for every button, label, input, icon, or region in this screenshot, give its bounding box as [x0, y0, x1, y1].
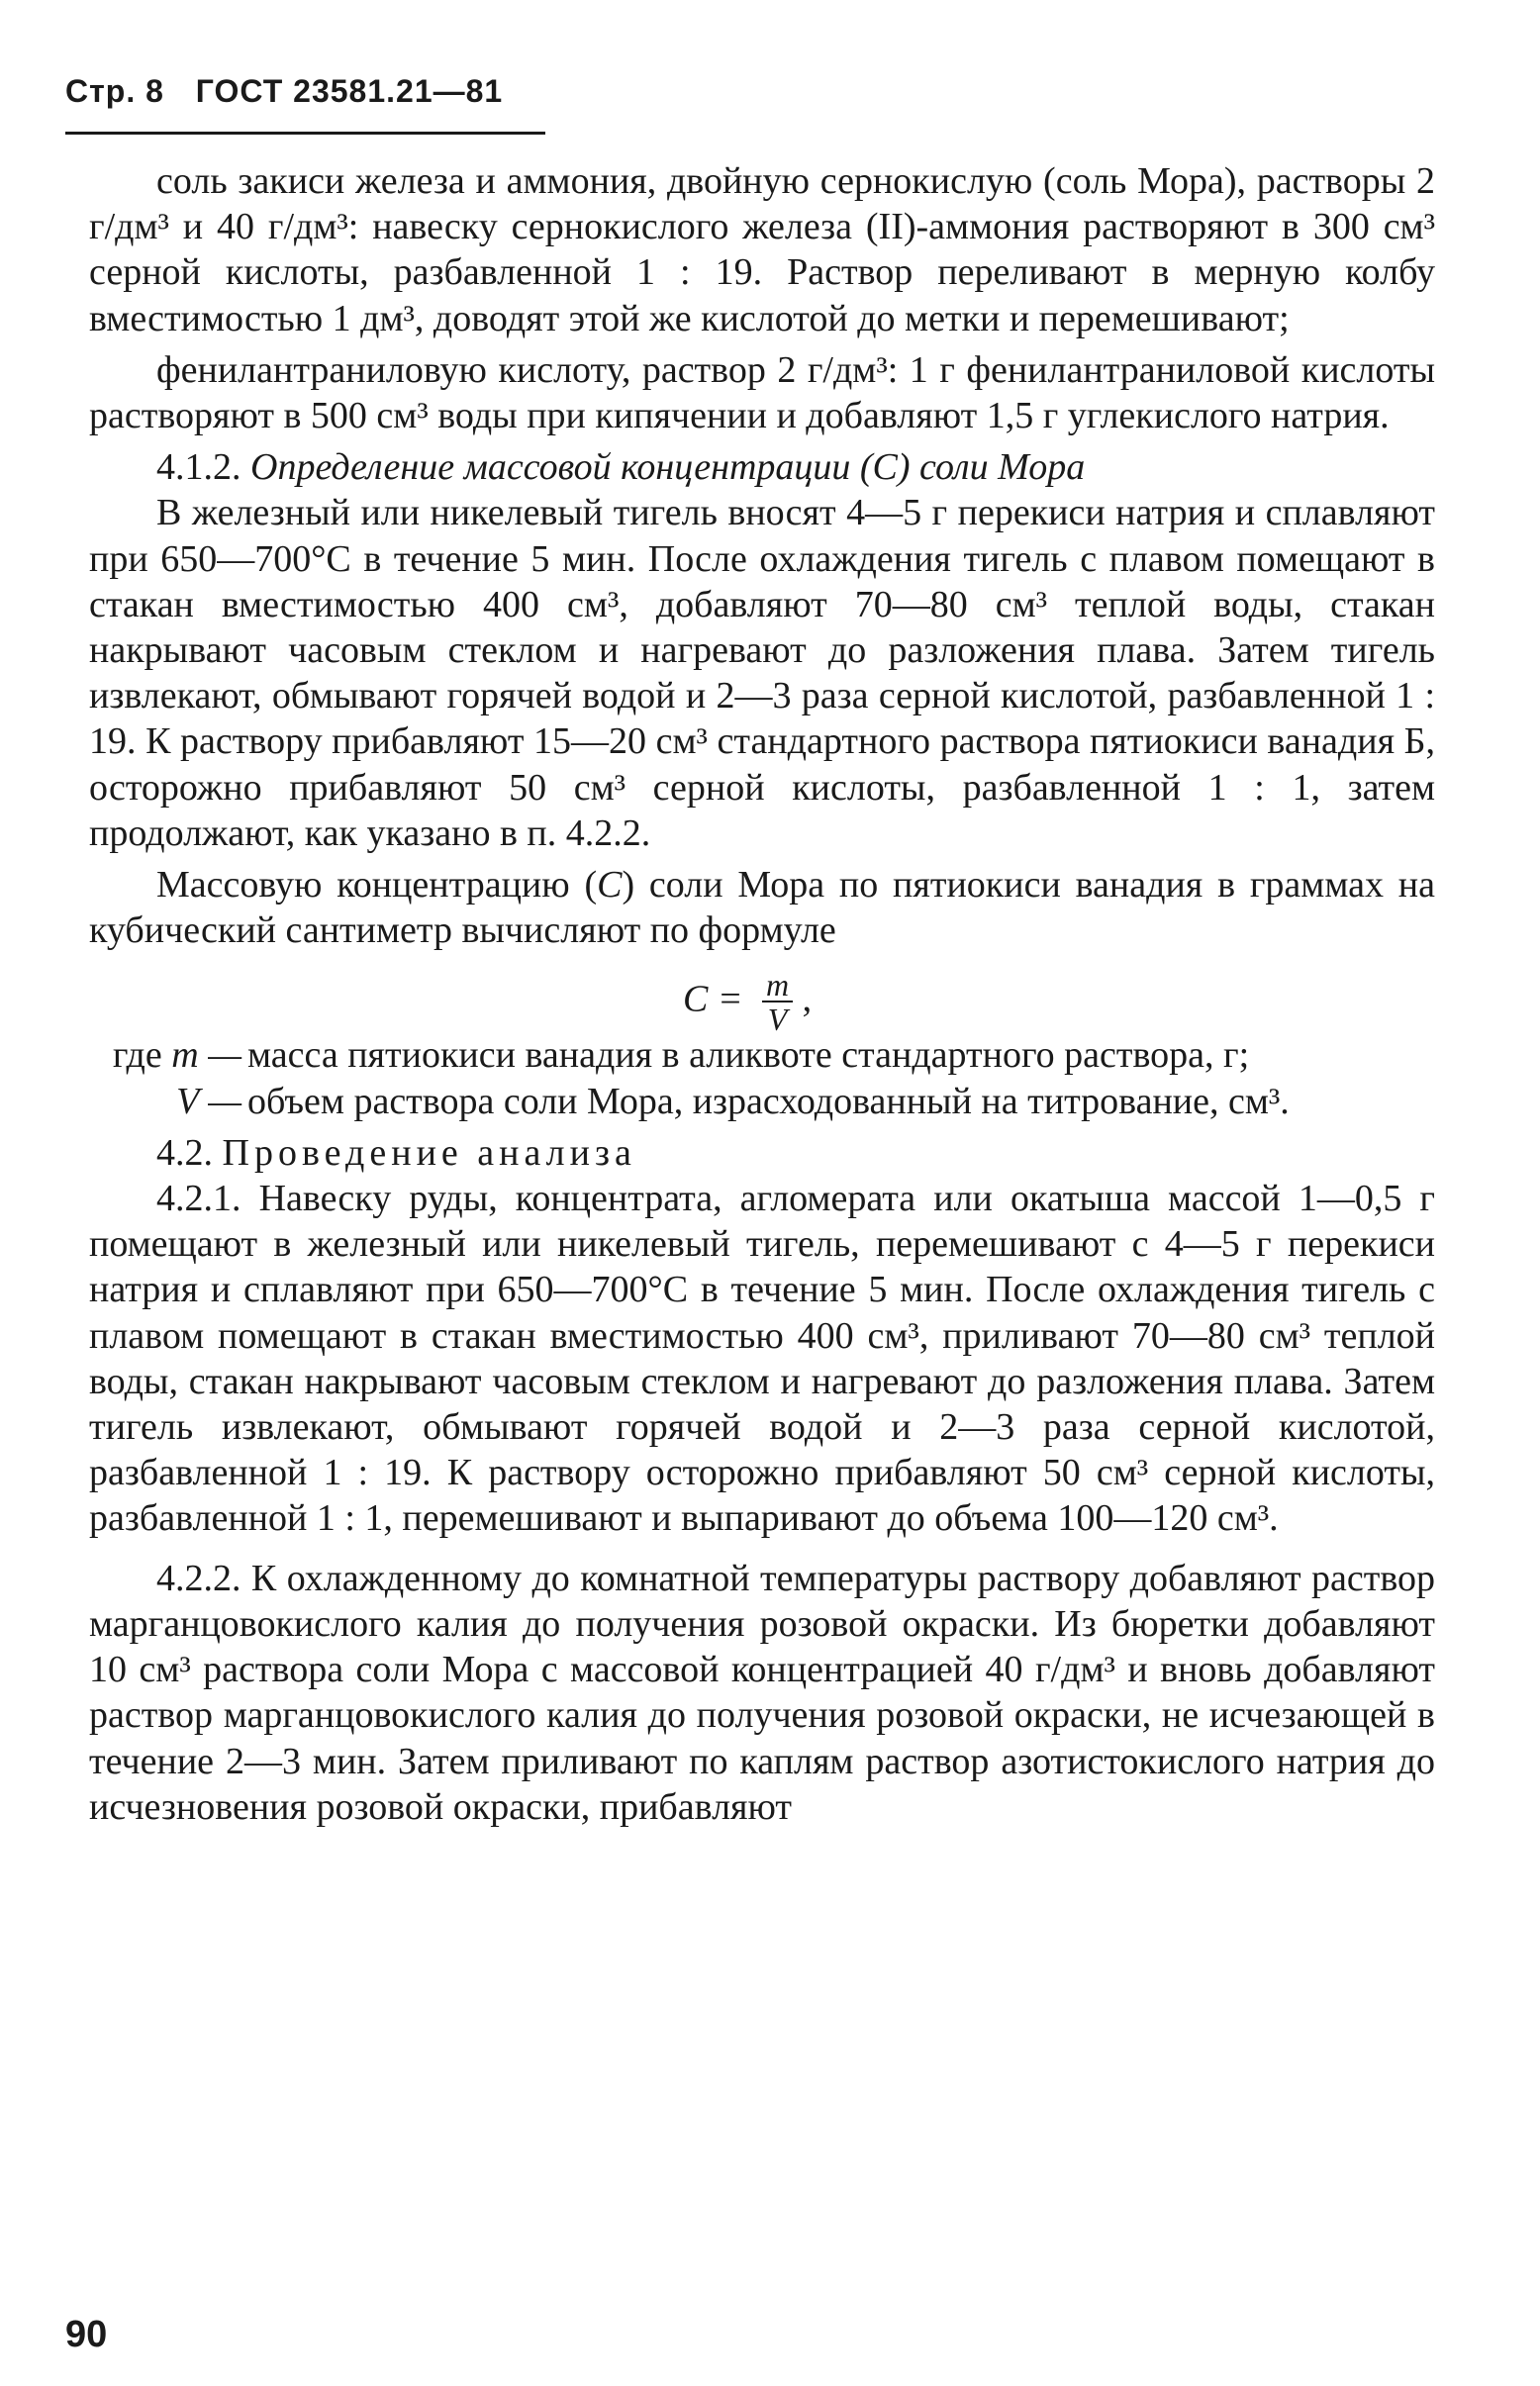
document-body [89, 158, 1435, 1830]
formula-numerator: m [762, 969, 793, 1002]
formula-lhs: С = [683, 979, 743, 1021]
where-v-term: V — [176, 1080, 241, 1122]
section-4-2-heading [89, 1130, 1435, 1176]
where-v-definition: объем раствора соли Мора, израсходованный на титрование, см³. [247, 1080, 1290, 1122]
variable-definitions [89, 1032, 1435, 1123]
paragraph-4-2-1: 4.2.1. Навеску руды, концентрата, агломерата или окатыша массой 1—0,5 г помещают в железный или никелевый тигель, перемешивают с 4—5 г перекиси натрия и сплавляют при 650—700°С в течение 5 мин. После охлаждения тигель с плавом помещают в стакан вместимостью 400 см³, приливают 70—80 см³ теплой воды, стакан накрывают часовым стеклом и нагревают до разложения плава. Затем тигель извлекают, обмывают горячей водой и 2—3 раза серной кислотой, разбавленной 1 : 19. К раствору осторожно прибавляют 50 см³ серной кислоты, разбавленной 1 : 1, перемешивают и выпаривают до объема 100—120 см³. [89, 1178, 1435, 1540]
page-number: 90 [65, 2314, 108, 2355]
where-m-definition: масса пятиокиси ванадия в аликвоте стандартного раствора, г; [247, 1034, 1250, 1077]
paragraph-formula-intro: Массовую концентрацию (С) соли Мора по пятиокиси ванадия в граммах на кубический сантиметр вычисляют по формуле [89, 864, 1435, 952]
formula-fraction [762, 969, 793, 1036]
standard-code: ГОСТ 23581.21—81 [195, 73, 504, 109]
section-number: 4.2. [156, 1131, 213, 1174]
subsection-number: 4.1.2. [156, 446, 241, 489]
paragraph-reagent-phenylanthranilic: фенилантраниловую кислоту, раствор 2 г/дм³: 1 г фенилантраниловой кислоты растворяют в 500 см³ воды при кипячении и добавляют 1,5 г углекислого натрия. [89, 348, 1435, 437]
where-m-term: где m — [112, 1034, 241, 1077]
section-title: Проведение анализа [222, 1131, 636, 1174]
concentration-formula [89, 959, 1435, 1038]
paragraph-mohr-determination: В железный или никелевый тигель вносят 4—5 г перекиси натрия и сплавляют при 650—700°С в течение 5 мин. После охлаждения тигель с плавом помещают в стакан вместимостью 400 см³, добавляют 70—80 см³ теплой воды, стакан накрывают часовым стеклом и нагревают до разложения плава. Затем тигель извлекают, обмывают горячей водой и 2—3 раза серной кислотой, разбавленной 1 : 19. К раствору прибавляют 15—20 см³ стандартного раствора пятиокиси ванадия Б, осторожно прибавляют 50 см³ серной кислоты, разбавленной 1 : 1, затем продолжают, как указано в п. 4.2.2. [89, 492, 1435, 854]
paragraph-reagent-mohr-salt: соль закиси железа и аммония, двойную сернокислую (соль Мора), растворы 2 г/дм³ и 40 г/дм³: навеску сернокислого железа (II)-аммония растворяют в 300 см³ серной кислоты, разбавленной 1 : 19. Раствор переливают в мерную колбу вместимостью 1 дм³, доводят этой же кислотой до метки и перемешивают; [89, 160, 1435, 339]
subsection-4-1-2-title [89, 444, 1435, 490]
header-rule [65, 132, 545, 135]
page-label: Стр. 8 [65, 73, 164, 109]
paragraph-4-2-2: 4.2.2. К охлажденному до комнатной температуры раствору добавляют раствор марганцовокислого калия до получения розовой окраски. Из бюретки добавляют 10 см³ раствора соли Мора с массовой концентрацией 40 г/дм³ и вновь добавляют раствор марганцовокислого калия до получения розовой окраски, не исчезающей в течение 2—3 мин. Затем приливают по каплям раствор азотистокислого натрия до исчезновения розовой окраски, прибавляют [89, 1557, 1435, 1828]
subsection-title: Определение массовой концентрации (С) соли Мора [250, 446, 1086, 489]
page-header [65, 73, 525, 110]
formula-comma: , [802, 979, 813, 1021]
formula-denominator: V [767, 1002, 788, 1038]
